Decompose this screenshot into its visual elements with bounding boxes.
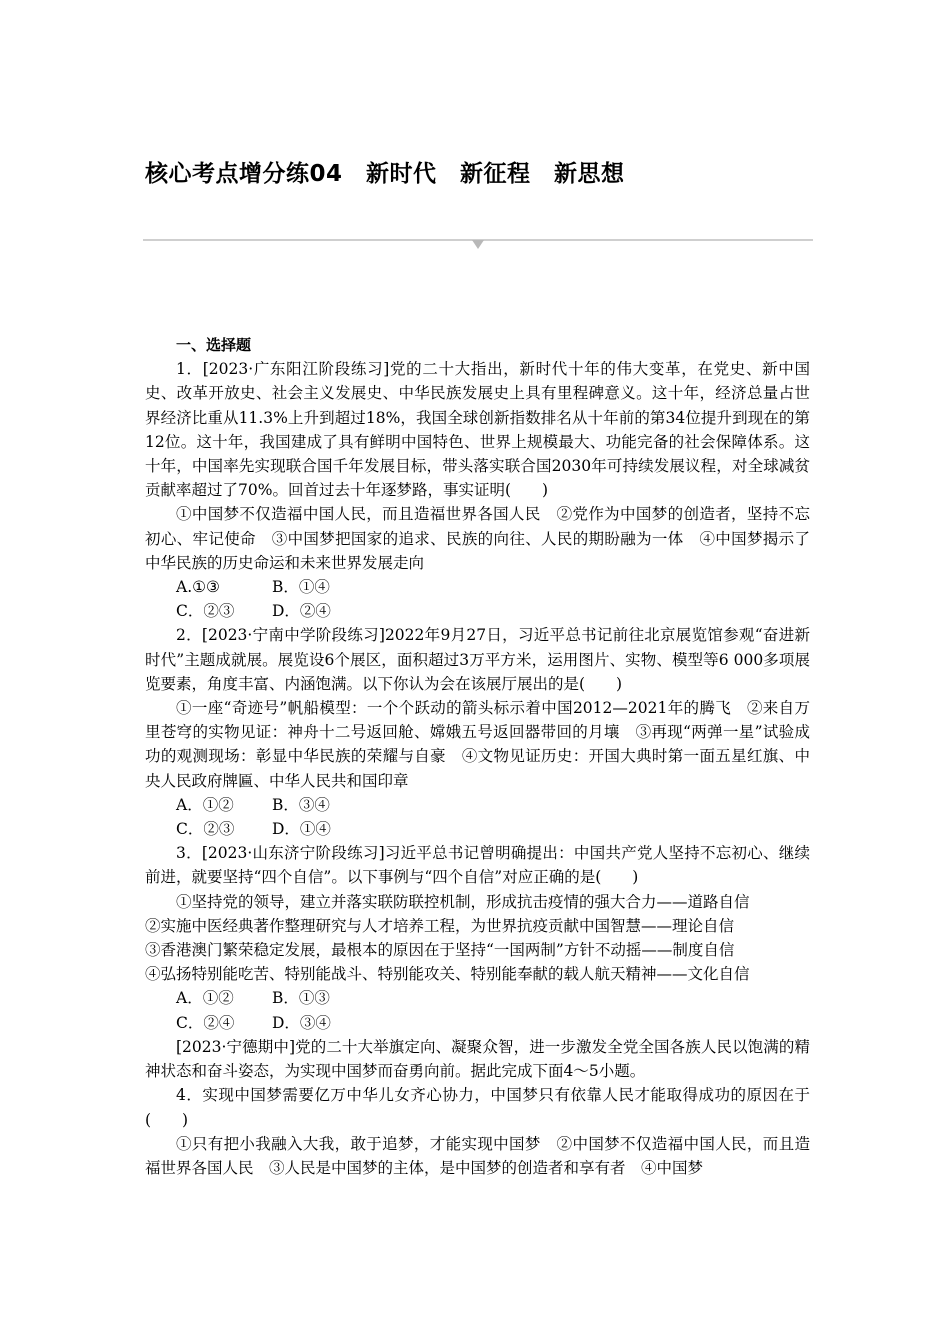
q3-statement-3: ③香港澳门繁荣稳定发展，最根本的原因在于坚持“一国两制”方针不动摇——制度自信 [145, 941, 735, 960]
q1-option-a: A.①③ [176, 578, 220, 597]
q3-statement-4: ④弘扬特别能吃苦、特别能战斗、特别能攻关、特别能奉献的载人航天精神——文化自信 [145, 965, 750, 984]
q2-option-d: D．①④ [272, 820, 331, 839]
q3-option-c: C．②④ [176, 1013, 235, 1032]
q1-stem: 1．[2023·广东阳江阶段练习]党的二十大指出，新时代十年的伟大变革，在党史、新中国史、改革开放史、社会主义发展史、中华民族发展史上具有里程碑意义。这十年，经济总量占世界经济比重从11.3%上升到超过18%，我国全球创新指数排名从十年前的第34位提升到现在的第12位。这十年，我国建成了具有鲜明中国特色、世界上规模最大、功能完备的社会保障体系。这十年，中国率先实现联合国千年发展目标，带头落实联合国2030年可持续发展议程，对全球减贫贡献率超过了70%。回首过去十年逐梦路，事实证明( ) [145, 360, 810, 500]
q1-statements: ①中国梦不仅造福中国人民，而且造福世界各国人民 ②党作为中国梦的创造者，坚持不忘初心、牢记使命 ③中国梦把国家的追求、民族的向往、人民的期盼融为一体 ④中国梦揭示了中华民族的历史命运和未来世界发展走向 [145, 505, 810, 572]
q3-stem: 3．[2023·山东济宁阶段练习]习近平总书记曾明确提出：中国共产党人坚持不忘初心、继续前进，就要坚持“四个自信”。以下事例与“四个自信”对应正确的是( ) [145, 844, 810, 887]
section-heading: 一、选择题 [176, 336, 252, 354]
q1-option-b: B．①④ [272, 578, 330, 597]
q1-option-c: C．②③ [176, 602, 235, 621]
q2-options-row2 [145, 817, 810, 841]
page-title: 核心考点增分练04 新时代 新征程 新思想 [145, 161, 625, 187]
q3-option-a: A．①② [176, 989, 234, 1008]
q4-stem: 4．实现中国梦需要亿万中华儿女齐心协力，中国梦只有依靠人民才能取得成功的原因在于( ) [145, 1086, 810, 1129]
q2-option-c: C．②③ [176, 820, 235, 839]
q2-option-a: A．①② [176, 795, 234, 814]
q1-options-row2 [145, 599, 810, 623]
q3-options-row2 [145, 1011, 810, 1035]
q3-options-row1 [145, 986, 810, 1010]
q2-stem: 2．[2023·宁南中学阶段练习]2022年9月27日，习近平总书记前往北京展览馆参观“奋进新时代”主题成就展。展览设6个展区，面积超过3万平方米，运用图片、实物、模型等6 000多项展览要素，角度丰富、内涵饱满。以下你认为会在该展厅展出的是( ) [145, 626, 810, 693]
q4-statements: ①只有把小我融入大我，敢于追梦，才能实现中国梦 ②中国梦不仅造福中国人民，而且造福世界各国人民 ③人民是中国梦的主体，是中国梦的创造者和享有者 ④中国梦 [145, 1134, 810, 1177]
q3-statement-2: ②实施中医经典著作整理研究与人才培养工程，为世界抗疫贡献中国智慧——理论自信 [145, 916, 735, 935]
divider-triangle-icon [472, 240, 484, 249]
q3-statement-1: ①坚持党的领导，建立并落实联防联控机制，形成抗击疫情的强大合力——道路自信 [176, 892, 750, 911]
q3-option-b: B．①③ [272, 989, 330, 1008]
q1-options-row1 [145, 575, 810, 599]
q2-options-row1 [145, 793, 810, 817]
q2-statements: ①一座“奇迹号”帆船模型：一个个跃动的箭头标示着中国2012—2021年的腾飞 ②来自万里苍穹的实物见证：神舟十二号返回舱、嫦娥五号返回器带回的月壤 ③再现“两弹一星”试验成功的观测现场：彰显中华民族的荣耀与自豪 ④文物见证历史：开国大典时第一面五星红旗、中央人民政府牌匾、中华人民共和国印章 [145, 699, 810, 790]
document-body [145, 333, 810, 1180]
q4-5-intro: [2023·宁德期中]党的二十大举旗定向、凝聚众智，进一步激发全党全国各族人民以饱满的精神状态和奋斗姿态，为实现中国梦而奋勇向前。据此完成下面4～5小题。 [145, 1037, 810, 1081]
q1-option-d: D．②④ [272, 602, 331, 621]
q2-option-b: B．③④ [272, 795, 330, 814]
q3-option-d: D．③④ [272, 1013, 331, 1032]
